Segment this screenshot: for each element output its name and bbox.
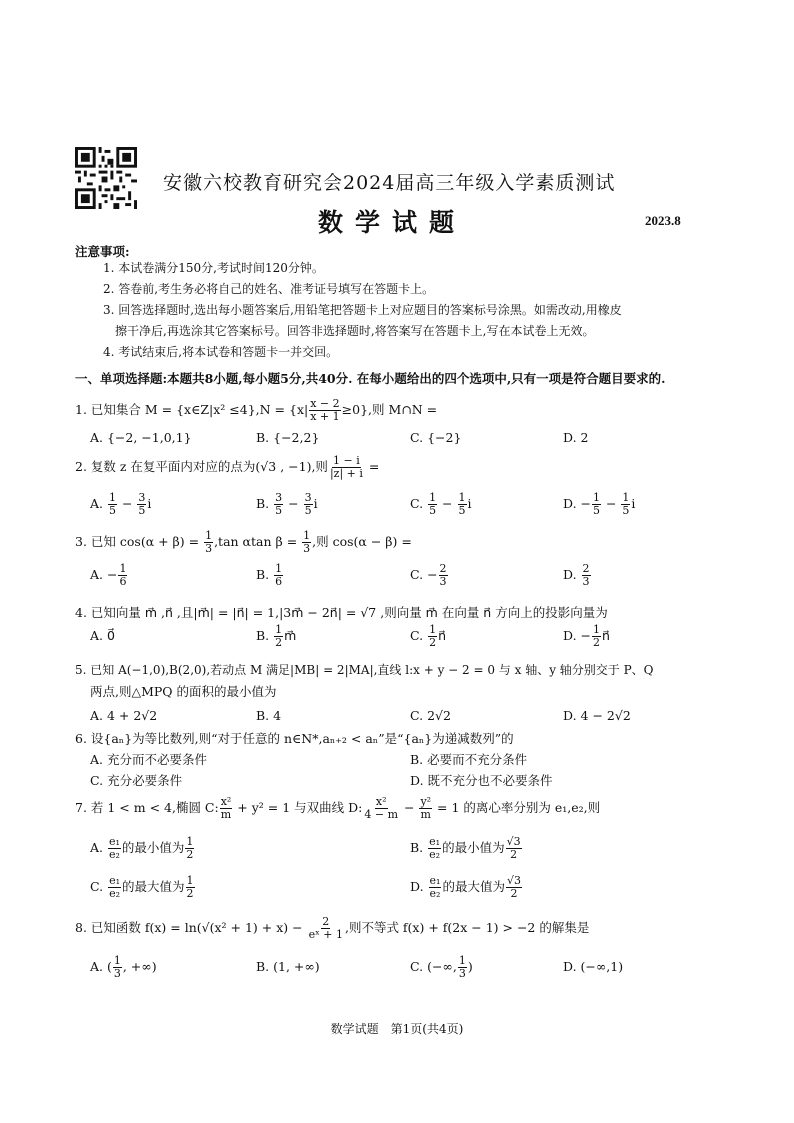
question-8-option-a: A. ( $\frac{1}{3}$ , +∞) bbox=[90, 954, 157, 980]
question-2-stem: 2. 复数 z 在复平面内对应的点为(√3 , −1),则 $\frac{1 - i}{|z| + i}$ = bbox=[75, 454, 380, 480]
question-3-option-b: B. $\frac{1}{6}$ bbox=[256, 562, 283, 588]
question-5-option-d: D. 4 − 2√2 bbox=[563, 708, 631, 723]
question-8-option-c: C. (−∞, $\frac{1}{3}$ ) bbox=[410, 954, 473, 980]
notice-title: 注意事项: bbox=[75, 244, 130, 259]
question-3-option-c: C. − $\frac{2}{3}$ bbox=[410, 562, 447, 588]
question-5-option-c: C. 2√2 bbox=[410, 708, 451, 723]
subject-title: 数学试题 bbox=[318, 208, 467, 237]
question-4-option-a: A. 0⃗ bbox=[90, 628, 115, 643]
question-4-option-c: C. $\frac{1}{2}$ n⃗ bbox=[410, 623, 447, 649]
question-2-option-a: A. $\frac{1}{5}$ − $\frac{3}{5}$ i bbox=[90, 491, 152, 517]
question-2-option-b: B. $\frac{3}{5}$ − $\frac{3}{5}$ i bbox=[256, 491, 318, 517]
question-3-option-a: A. − $\frac{1}{6}$ bbox=[90, 562, 127, 588]
question-1-option-a: A. {−2, −1,0,1} bbox=[90, 430, 192, 445]
question-7-option-b: B. $\frac{\text{e₁}}{\text{e₂}}$ 的最小值为 $\frac{√3}{2}$ bbox=[410, 835, 521, 861]
exam-date: 2023.8 bbox=[645, 213, 681, 228]
notice-item: 2. 答卷前,考生务必将自己的姓名、准考证号填写在答题卡上。 bbox=[103, 282, 435, 296]
notice-item: 3. 回答选择题时,选出每小题答案后,用铅笔把答题卡上对应题目的答案标号涂黑。如需改动,用橡皮 bbox=[103, 303, 622, 317]
question-7-option-c: C. $\frac{\text{e₁}}{\text{e₂}}$ 的最大值为 $\frac{1}{2}$ bbox=[90, 874, 194, 900]
question-6-option-a: A. 充分而不必要条件 bbox=[90, 752, 207, 767]
question-6-option-d: D. 既不充分也不必要条件 bbox=[410, 773, 553, 788]
question-1-stem: 1. 已知集合 M = {x∈Z|x² ≤4},N = {x| $\frac{x - 2}{x + 1}$ ≥0},则 M∩N = bbox=[75, 397, 438, 423]
question-4-option-b: B. $\frac{1}{2}$ m⃗ bbox=[256, 623, 297, 649]
question-5-option-b: B. 4 bbox=[256, 708, 282, 723]
question-8-option-d: D. (−∞,1) bbox=[563, 959, 624, 974]
question-5-option-a: A. 4 + 2√2 bbox=[90, 708, 158, 723]
question-1-option-b: B. {−2,2} bbox=[256, 430, 320, 445]
question-8-stem: 8. 已知函数 f(x) = ln(√(x² + 1) + x) − $\frac{2}{\text{eˣ + 1}}$ ,则不等式 f(x) + f(2x − 1) > −2 的解集是 bbox=[75, 915, 590, 941]
question-3-option-d: D. $\frac{2}{3}$ bbox=[563, 562, 590, 588]
question-6-option-b: B. 必要而不充分条件 bbox=[410, 752, 528, 767]
question-6-stem: 6. 设{aₙ}为等比数列,则“对于任意的 n∈N*,aₙ₊₂ < aₙ”是“{aₙ}为递减数列”的 bbox=[75, 731, 514, 746]
question-7-stem: 7. 若 1 < m < 4,椭圆 C: $\frac{\text{x²}}{m}$ + y² = 1 与双曲线 D: $\frac{\text{x²}}{4 - m}$ − $\frac{\text{y²}}{m}$ = 1 的离心率分别为 e₁,e₂,则 bbox=[75, 795, 601, 821]
question-2-option-d: D. − $\frac{1}{5}$ − $\frac{1}{5}$ i bbox=[563, 491, 636, 517]
question-1-option-c: C. {−2} bbox=[410, 430, 462, 445]
question-8-option-b: B. (1, +∞) bbox=[256, 959, 320, 974]
question-1-option-d: D. 2 bbox=[563, 430, 589, 445]
question-2-option-c: C. $\frac{1}{5}$ − $\frac{1}{5}$ i bbox=[410, 491, 472, 517]
section-heading: 一、单项选择题:本题共8小题,每小题5分,共40分. 在每小题给出的四个选项中,只有一项是符合题目要求的. bbox=[75, 371, 666, 386]
question-5-stem-line2: 两点,则△MPQ 的面积的最小值为 bbox=[90, 684, 277, 699]
notice-item: 擦干净后,再选涂其它答案标号。回答非选择题时,将答案写在答题卡上,写在本试卷上无效。 bbox=[115, 324, 595, 338]
notice-item: 4. 考试结束后,将本试卷和答题卡一并交回。 bbox=[103, 345, 339, 359]
question-4-stem: 4. 已知向量 m⃗ ,n⃗ ,且|m⃗| = |n⃗| = 1,|3m⃗ − 2n⃗| = √7 ,则向量 m⃗ 在向量 n⃗ 方向上的投影向量为 bbox=[75, 605, 608, 620]
question-6-option-c: C. 充分必要条件 bbox=[90, 773, 183, 788]
question-5-stem-line1: 5. 已知 A(−1,0),B(2,0),若动点 M 满足|MB| = 2|MA|,直线 l:x + y − 2 = 0 与 x 轴、y 轴分别交于 P、Q bbox=[75, 663, 654, 677]
question-7-option-a: A. $\frac{\text{e₁}}{\text{e₂}}$ 的最小值为 $\frac{1}{2}$ bbox=[90, 835, 194, 861]
notice-item: 1. 本试卷满分150分,考试时间120分钟。 bbox=[103, 261, 324, 275]
page-footer: 数学试题 第1页(共4页) bbox=[330, 1022, 464, 1036]
question-4-option-d: D. − $\frac{1}{2}$ n⃗ bbox=[563, 623, 610, 649]
exam-header-title: 安徽六校教育研究会2024届高三年级入学素质测试 bbox=[163, 172, 616, 194]
qr-code bbox=[75, 147, 137, 209]
question-7-option-d: D. $\frac{\text{e₁}}{\text{e₂}}$ 的最大值为 $\frac{√3}{2}$ bbox=[410, 874, 521, 900]
question-3-stem: 3. 已知 cos(α + β) = $\frac{1}{3}$ ,tan αtan β = $\frac{1}{3}$ ,则 cos(α − β) = bbox=[75, 529, 412, 555]
